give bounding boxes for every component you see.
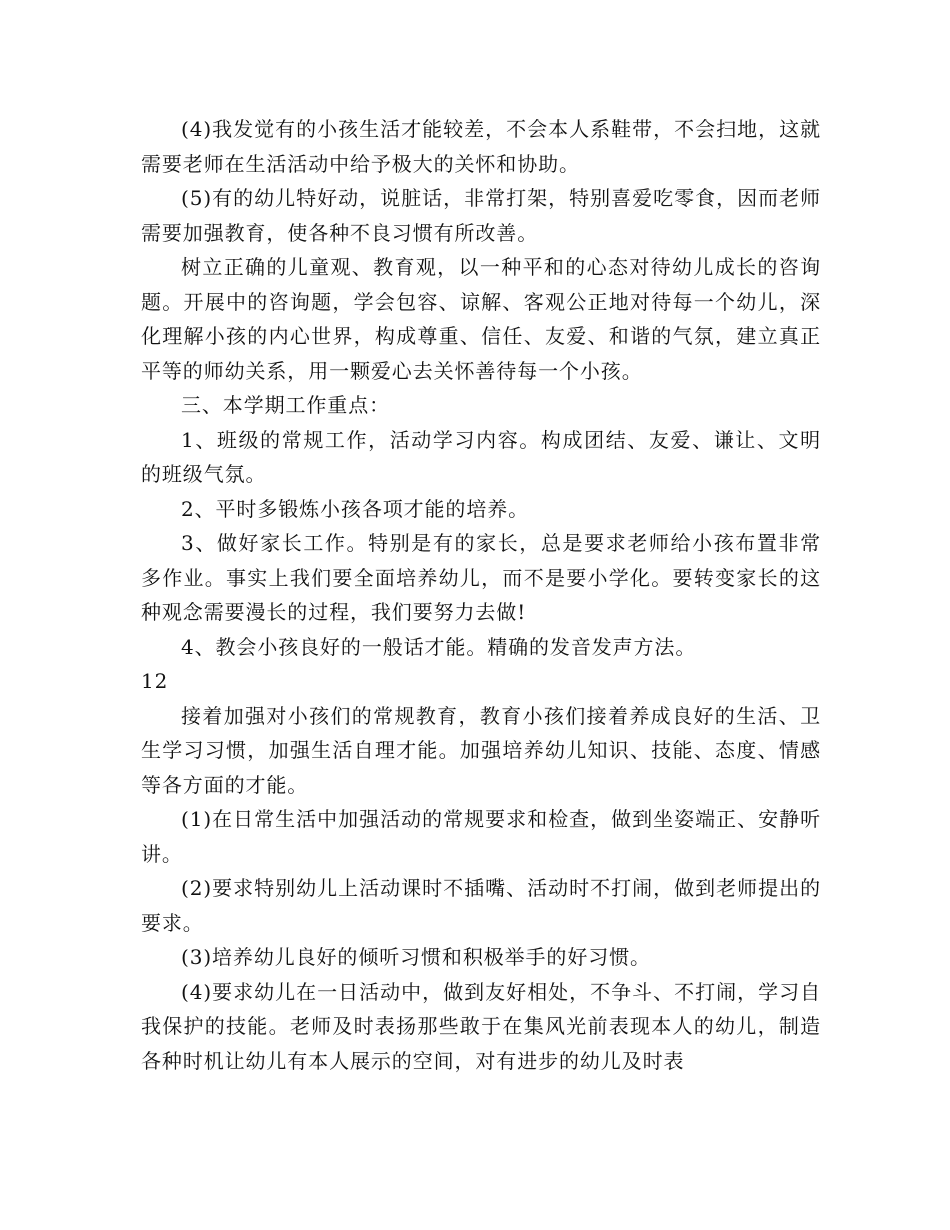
paragraph-routine-4: (4)要求幼儿在一日活动中，做到友好相处，不争斗、不打闹，学习自我保护的技能。老师及时表扬那些敢于在集风光前表现本人的幼儿，制造各种时机让幼儿有本人展示的空间，对有进步的幼儿及时表 xyxy=(141,979,821,1073)
paragraph-routine-2: (2)要求特别幼儿上活动课时不插嘴、活动时不打闹，做到老师提出的要求。 xyxy=(141,876,821,935)
paragraph-routine-education: 接着加强对小孩们的常规教育，教育小孩们接着养成良好的生活、卫生学习习惯，加强生活自理才能。加强培养幼儿知识、技能、态度、情感等各方面的才能。 xyxy=(141,703,821,797)
section-heading-semester-focus: 三、本学期工作重点： xyxy=(181,393,390,417)
paragraph-focus-3: 3、做好家长工作。特别是有的家长，总是要求老师给小孩布置非常多作业。事实上我们要全面培养幼儿，而不是要小学化。要转变家长的这种观念需要漫长的过程，我们要努力去做! xyxy=(141,531,821,624)
paragraph-item-4-skills: (4)我发觉有的小孩生活才能较差，不会本人系鞋带，不会扫地，这就需要老师在生活活动中给予极大的关怀和协助。 xyxy=(141,117,821,176)
paragraph-focus-4: 4、教会小孩良好的一般话才能。精确的发音发声方法。 xyxy=(181,634,697,659)
paragraph-education-view: 树立正确的儿童观、教育观，以一种平和的心态对待幼儿成长的咨询题。开展中的咨询题，学会包容、谅解、客观公正地对待每一个幼儿，深化理解小孩的内心世界，构成尊重、信任、友爱、和谐的气氛，建立真正平等的师幼关系，用一颗爱心去关怀善待每一个小孩。 xyxy=(141,255,821,383)
document-body xyxy=(141,112,821,1078)
paragraph-focus-1: 1、班级的常规工作，活动学习内容。构成团结、友爱、谦让、文明的班级气氛。 xyxy=(141,427,821,486)
section-number: 12 xyxy=(141,669,169,693)
paragraph-item-5-habits: (5)有的幼儿特好动，说脏话，非常打架，特别喜爱吃零食，因而老师需要加强教育，使各种不良习惯有所改善。 xyxy=(141,186,821,245)
paragraph-focus-2: 2、平时多锻炼小孩各项才能的培养。 xyxy=(181,496,530,521)
paragraph-routine-3: (3)培养幼儿良好的倾听习惯和积极举手的好习惯。 xyxy=(181,945,651,969)
paragraph-routine-1: (1)在日常生活中加强活动的常规要求和检查，做到坐姿端正、安静听讲。 xyxy=(141,807,821,866)
